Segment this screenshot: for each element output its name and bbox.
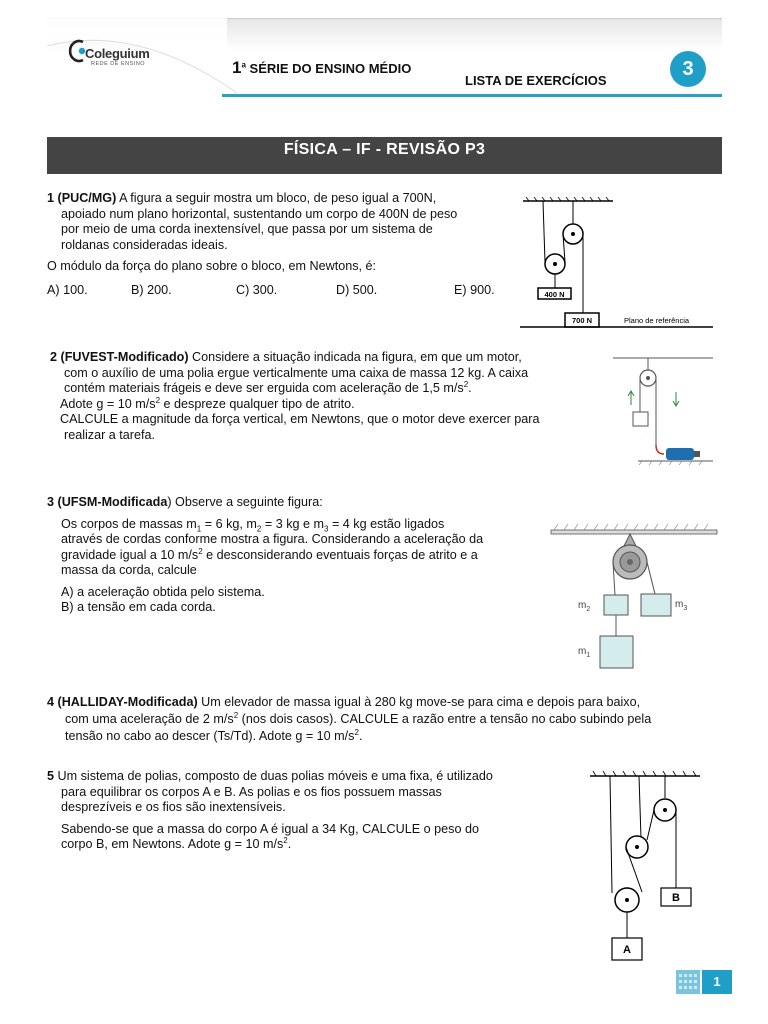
question-5-statement: 5 Um sistema de polias, composto de duas polias móveis e uma fixa, é utilizado para equilibrar os corpos A e B. As polias e os fios possuem massas desprezíveis e os fios são inextensíveis. [47,769,493,814]
figure-q3-label-m3: $m_3$ [675,599,688,612]
list-number-badge: 3 [670,51,706,87]
figure-q1-block-400: 400 N [544,290,565,299]
figure-q5-pulleys [585,768,710,963]
grid-decoration-icon [676,970,700,994]
question-1-statement: 1 (PUC/MG) A figura a seguir mostra um bloco, de peso igual a 700N, apoiado num plano horizontal, sustentando um corpo de 400N de peso por meio de uma corda inextensível, que passa por um sistema de roldanas consideradas ideais. [47,191,458,252]
coleguium-logo-icon [67,38,87,64]
question-2-statement: 2 (FUVEST-Modificado) Considere a situação indicada na figura, em que um motor, com o auxílio de uma polia ergue verticalmente uma caixa de massa 12 kg. A caixa contém materiais frágeis e deve ser erguida com aceleração de 1,5 $m/s^2$. Adote g = 10 $m/s^2$ e despreze qualquer tipo de atrito. CALCULE a magnitude da força vertical, em Newtons, que o motor deve exercer para realizar a tarefa. [50,350,540,442]
question-4-statement: 4 (HALLIDAY-Modificada) Um elevador de massa igual à 280 kg move-se para cima e depois para baixo, com uma aceleração de 2 $m/s^2$ (nos dois casos). CALCULE a razão entre a tensão no cabo subindo pela tensão no cabo ao descer (Ts/Td). Adote g = 10 $m/s^2$. [47,695,652,743]
page-footer [676,970,726,994]
figure-q1-pulleys [518,196,718,332]
page-header [47,18,722,98]
page-title: FÍSICA – IF - REVISÃO P3 [47,137,722,174]
lista-label: LISTA DE EXERCÍCIOS [465,73,607,88]
figure-q5-block-a: A [623,944,631,956]
figure-q1-reference-plane: Plano de referência [624,316,690,325]
question-4 [47,694,722,745]
question-3 [47,495,537,616]
question-3-intro: 3 (UFSM-Modificada) Observe a seguinte figura: [47,495,323,509]
page-number: 1 [702,970,732,994]
question-2 [50,350,605,443]
figure-q5-block-b: B [672,892,680,904]
question-1-choices: A) 100. B) 200. C) 300. D) 500. E) 900. [47,282,495,297]
figure-q3-label-m2: $m_2$ [578,600,591,613]
header-accent-line [222,94,722,97]
question-5 [47,769,575,853]
question-3-items: A) a aceleração obtida pelo sistema. B) a tensão em cada corda. [61,584,265,614]
logo-name: Coleguium [85,46,150,61]
question-1-ask: O módulo da força do plano sobre o bloco, em Newtons, é: [47,259,377,273]
figure-q1-block-700: 700 N [571,316,593,325]
figure-q3-masses [548,522,720,672]
figure-q3-label-m1: $m_1$ [578,646,591,659]
question-3-statement: Os corpos de massas $m_1 = 6$ kg, $m_2 = 3$ kg e $m_3 = 4$ kg estão ligados através de cordas conforme mostra a figura. Considerando a aceleração da gravidade igual a 10 $m/s^2$ e desconsiderando eventuais forças de atrito e a massa da corda, calcule [61,516,484,577]
question-5-ask: Sabendo-se que a massa do corpo A é igual a 34 Kg, CALCULE o peso do corpo B, em Newtons. Adote g = 10 $m/s^2$. [61,821,479,851]
figure-q2-motor-pulley [608,350,718,468]
question-1 [47,191,513,298]
logo-subtitle: REDE DE ENSINO [91,61,146,67]
serie-label: 1$^a$ SÉRIE DO ENSINO MÉDIO [232,58,412,77]
